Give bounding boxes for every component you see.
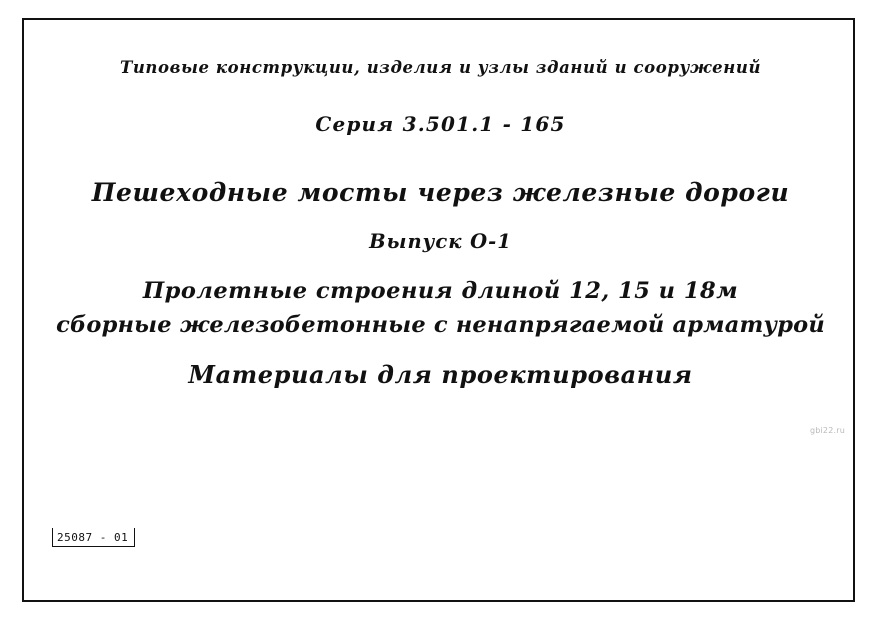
- document-title: Пешеходные мосты через железные дороги: [91, 178, 790, 207]
- series-number: Серия 3.501.1 - 165: [315, 112, 566, 136]
- materials-subtitle: Материалы для проектирования: [188, 360, 693, 389]
- sheet-content: [24, 20, 857, 604]
- span-description-line-1: Пролетные строения длиной 12, 15 и 18м: [142, 278, 739, 304]
- sheet-border: [22, 18, 855, 602]
- standard-series-header: Типовые конструкции, изделия и узлы зданий и сооружений: [119, 58, 762, 77]
- drawing-code-box: 25087 - 01: [52, 528, 135, 547]
- span-description-line-2: сборные железобетонные с ненапрягаемой арматурой: [56, 312, 825, 338]
- site-watermark: gbi22.ru: [809, 426, 845, 435]
- issue-number: Выпуск О-1: [369, 230, 512, 253]
